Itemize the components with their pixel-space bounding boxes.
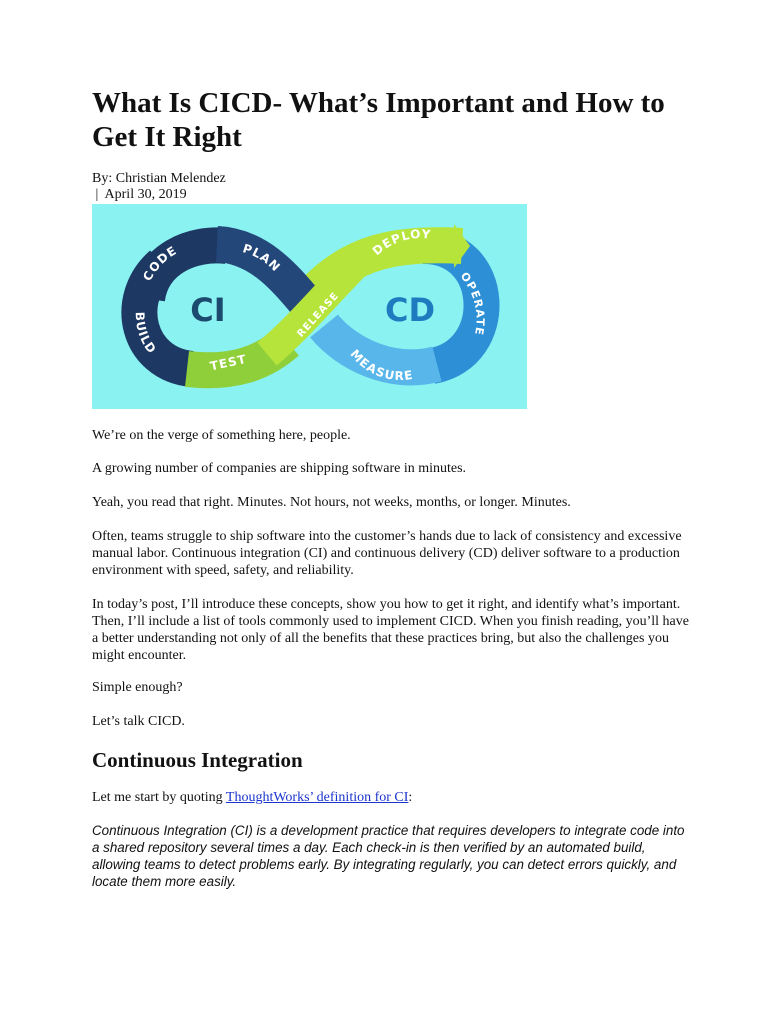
author: By: Christian Melendez bbox=[92, 171, 226, 186]
quote-intro-colon: : bbox=[408, 790, 413, 805]
paragraph-1: We’re on the verge of something here, people. bbox=[92, 428, 351, 443]
article-title: What Is CICD- What’s Important and How to Get It Right bbox=[92, 87, 665, 153]
publish-date: | April 30, 2019 bbox=[92, 187, 187, 202]
byline bbox=[92, 171, 226, 203]
stage-label-plan: PLAN bbox=[241, 241, 284, 275]
stage-label-operate: OPERATE bbox=[457, 269, 487, 337]
cd-label: CD bbox=[384, 291, 436, 329]
ci-label: CI bbox=[190, 291, 226, 329]
quote-intro-text: Let me start by quoting bbox=[92, 790, 226, 805]
quote-intro bbox=[92, 789, 692, 806]
stage-label-code: CODE bbox=[140, 243, 180, 284]
thoughtworks-ci-link[interactable]: ThoughtWorks’ definition for CI bbox=[225, 790, 409, 805]
stage-label-test: TEST bbox=[208, 351, 249, 374]
section-heading-continuous-integration: Continuous Integration bbox=[92, 748, 303, 772]
paragraph-7: Let’s talk CICD. bbox=[92, 714, 185, 729]
infinity-diagram bbox=[92, 204, 527, 409]
paragraph-5: In today’s post, I’ll introduce these concepts, show you how to get it right, and identify what’s important. Then, I’ll include a list of tools commonly used to implement CICD. When you finish reading, you’ll have a better understanding not only of all the benefits that these practices bring, but also the challenges you might encounter. bbox=[92, 597, 689, 663]
stage-label-build: BUILD bbox=[132, 311, 160, 357]
stage-label-release: RELEASE bbox=[295, 290, 342, 340]
ci-definition-quote: Continuous Integration (CI) is a development practice that requires developers to integrate code into a shared repository several times a day. Each check-in is then verified by an automated build, allowing teams to detect problems early. By integrating regularly, you can detect errors quickly, and locate them more easily. bbox=[92, 823, 685, 889]
stage-label-deploy: DEPLOY bbox=[369, 226, 432, 259]
paragraph-6: Simple enough? bbox=[92, 680, 183, 695]
paragraph-3: Yeah, you read that right. Minutes. Not hours, not weeks, months, or longer. Minutes. bbox=[92, 495, 571, 510]
cicd-infinity-image bbox=[92, 204, 527, 409]
stage-label-measure: MEASURE bbox=[347, 346, 415, 384]
paragraph-2: A growing number of companies are shipping software in minutes. bbox=[92, 461, 467, 476]
paragraph-4: Often, teams struggle to ship software into the customer’s hands due to lack of consistency and excessive manual labor. Continuous integration (CI) and continuous delivery (CD) deliver software to a production environment with speed, safety, and reliability. bbox=[92, 529, 682, 578]
